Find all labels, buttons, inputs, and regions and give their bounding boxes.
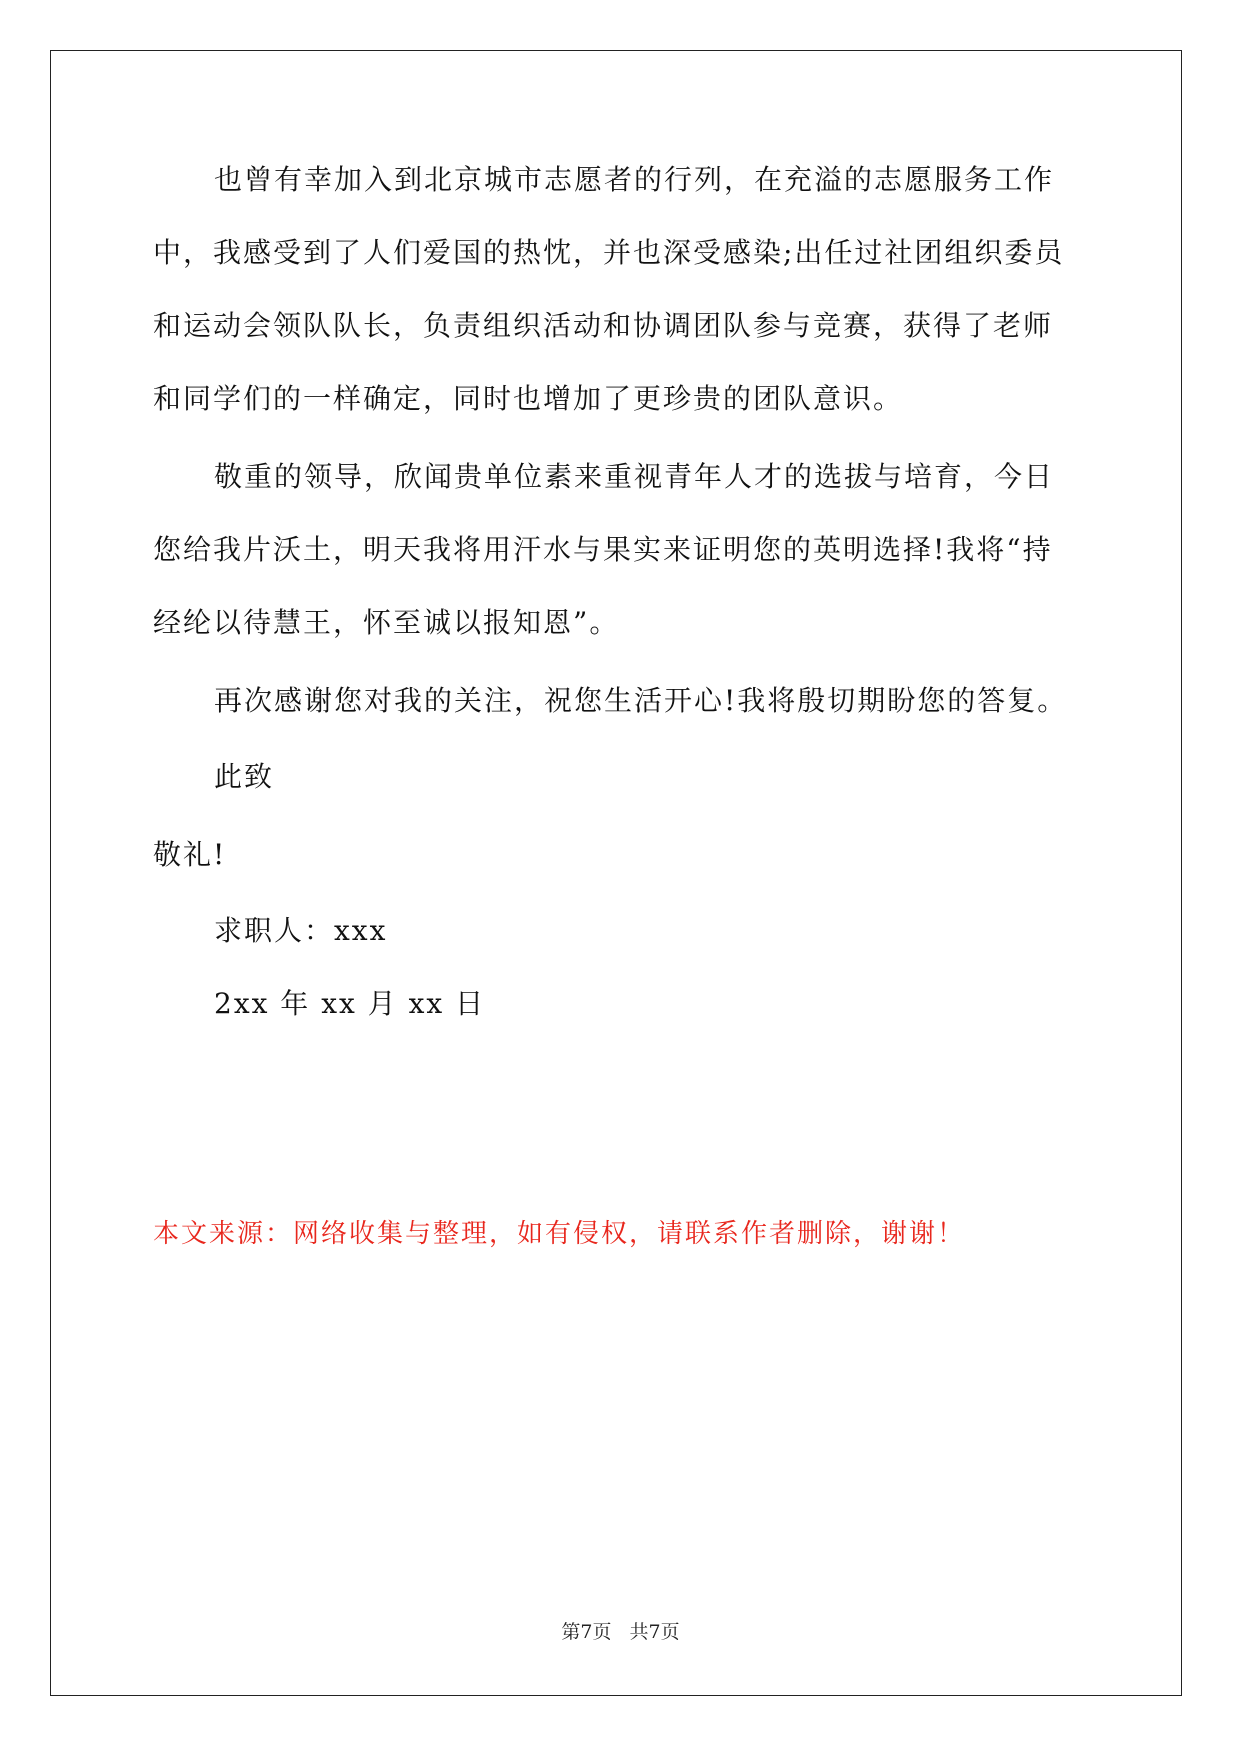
paragraph-line: 也曾有幸加入到北京城市志愿者的行列，在充溢的志愿服务工作 [214,163,1055,196]
paragraph-line: 中，我感受到了人们爱国的热忱，并也深受感染;出任过社团组织委员 [153,236,1065,269]
page-number-current: 第7页 [561,1621,612,1643]
salutation-text: 敬礼! [153,838,227,871]
page-number-total: 共7页 [629,1621,680,1643]
date-line: 2xx 年 xx 月 xx 日 [214,987,486,1020]
paragraph-line: 再次感谢您对我的关注，祝您生活开心!我将殷切期盼您的答复。 [214,684,1068,717]
closing-text: 此致 [214,760,275,793]
paragraph-line: 经纶以待慧王，怀至诚以报知恩”。 [153,606,620,639]
paragraph-line: 和运动会领队队长，负责组织活动和协调团队参与竞赛，获得了老师 [153,309,1054,342]
paragraph-line: 您给我片沃土，明天我将用汗水与果实来证明您的英明选择!我将“持 [153,533,1053,566]
paragraph-line: 和同学们的一样确定，同时也增加了更珍贵的团队意识。 [153,382,904,415]
page-footer [0,1617,1241,1644]
paragraph-line: 敬重的领导，欣闻贵单位素来重视青年人才的选拔与培育，今日 [214,460,1055,493]
signature-line: 求职人：xxx [214,914,388,947]
source-note: 本文来源：网络收集与整理，如有侵权，请联系作者删除，谢谢！ [153,1219,966,1249]
